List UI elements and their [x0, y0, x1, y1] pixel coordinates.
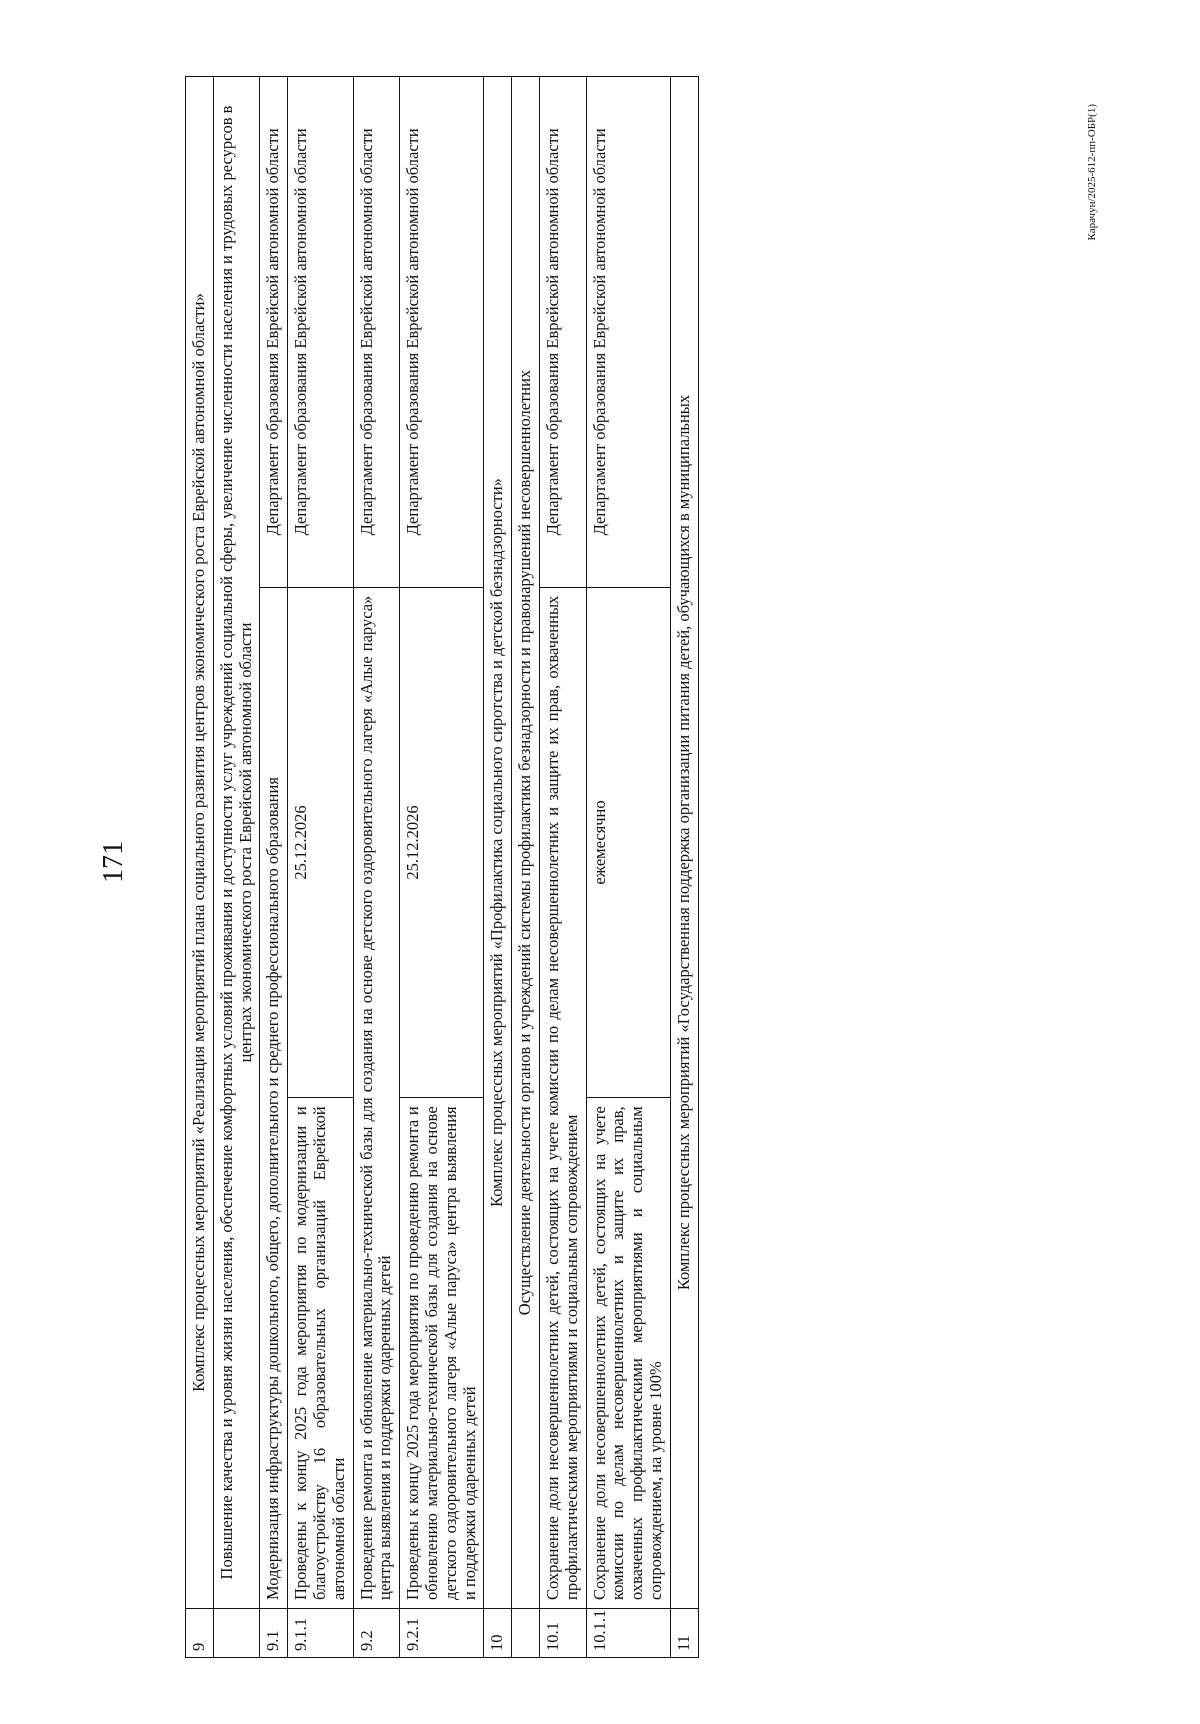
goal-text: Осуществление деятельности органов и учреждений системы профилактики безнадзорности и правонарушений несовершеннолетних — [512, 77, 540, 1609]
row-number — [512, 1609, 540, 1658]
table-row — [512, 77, 540, 1658]
table-row — [213, 77, 260, 1658]
table-row — [260, 77, 288, 1658]
deadline-date: ежемесячно — [586, 587, 670, 1098]
section-title: Комплекс процессных мероприятий «Профилактика социального сиротства и детской безнадзорности» — [484, 77, 512, 1609]
goal-text: Повышение качества и уровня жизни населения, обеспечение комфортных условий проживания и доступности услуг учреждений социальной сферы, увеличение численности населения и трудовых ресурсов в центрах экономического роста Еврейской автономной области — [213, 77, 260, 1609]
row-number: 9.1.1 — [288, 1609, 353, 1658]
responsible-department: Департамент образования Еврейской автономной области — [586, 77, 670, 588]
section-title: Комплекс процессных мероприятий «Государственная поддержка организации питания детей, обучающихся в муниципальных — [670, 77, 698, 1609]
row-number: 9.1 — [260, 1609, 288, 1658]
row-number — [213, 1609, 260, 1658]
responsible-department: Департамент образования Еврейской автономной области — [539, 77, 586, 588]
task-text: Проведение ремонта и обновление материально-технической базы для создания на основе детского оздоровительного лагеря «Алые паруса» центра выявления и поддержки одаренных детей — [353, 587, 400, 1608]
responsible-department: Департамент образования Еврейской автономной области — [288, 77, 353, 588]
table-row — [353, 77, 400, 1658]
row-number: 9.2 — [353, 1609, 400, 1658]
document-code: Карачун/2025-612-пп-ОБР(1) — [1086, 104, 1098, 241]
page-number: 171 — [98, 841, 129, 883]
row-number: 10.1.1 — [586, 1609, 670, 1658]
task-text: Сохранение доли несовершеннолетних детей, состоящих на учете комиссии по делам несовершеннолетних и защите их прав, охваченных профилактическими мероприятиями и социальным сопровождением — [539, 587, 586, 1608]
table-row — [670, 77, 698, 1658]
table-row — [400, 77, 484, 1658]
row-number: 9.2.1 — [400, 1609, 484, 1658]
table-row — [186, 77, 214, 1658]
result-text: Сохранение доли несовершеннолетних детей, состоящих на учете комиссии по делам несовершеннолетних и защите их прав, охваченных профилактическими мероприятиями и социальным сопровождением, на уровне 100% — [586, 1098, 670, 1609]
table-row — [288, 77, 353, 1658]
table-row — [539, 77, 586, 1658]
task-text: Модернизация инфраструктуры дошкольного, общего, дополнительного и среднего профессионального образования — [260, 587, 288, 1608]
row-number: 9 — [186, 1609, 214, 1658]
section-title: Комплекс процессных мероприятий «Реализация мероприятий плана социального развития центров экономического роста Еврейской автономной области» — [186, 77, 214, 1609]
responsible-department: Департамент образования Еврейской автономной области — [400, 77, 484, 588]
responsible-department: Департамент образования Еврейской автономной области — [353, 77, 400, 588]
table-row — [586, 77, 670, 1658]
table-row — [484, 77, 512, 1658]
row-number: 11 — [670, 1609, 698, 1658]
deadline-date: 25.12.2026 — [400, 587, 484, 1098]
activities-table — [185, 76, 699, 1658]
row-number: 10 — [484, 1609, 512, 1658]
result-text: Проведены к концу 2025 года мероприятия по проведению ремонта и обновлению материально-технической базы для создания на основе детского оздоровительного лагеря «Алые паруса» центра выявления и поддержки одаренных детей — [400, 1098, 484, 1609]
deadline-date: 25.12.2026 — [288, 587, 353, 1098]
result-text: Проведены к концу 2025 года мероприятия по модернизации и благоустройству 16 образовательных организаций Еврейской автономной области — [288, 1098, 353, 1609]
responsible-department: Департамент образования Еврейской автономной области — [260, 77, 288, 588]
row-number: 10.1 — [539, 1609, 586, 1658]
